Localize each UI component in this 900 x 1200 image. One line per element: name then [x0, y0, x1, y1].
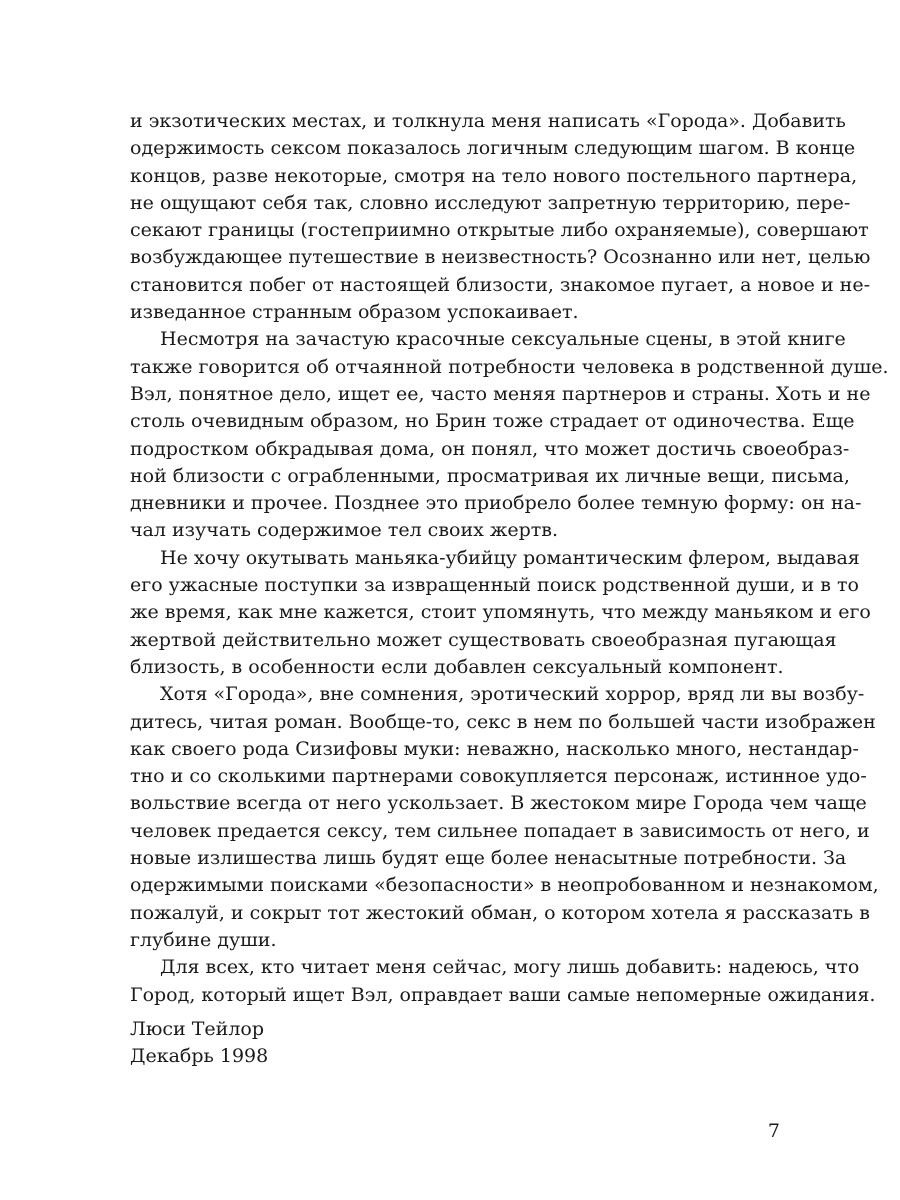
author-name: Люси Тейлор: [130, 1018, 264, 1040]
text-line: чал изучать содержимое тел своих жертв.: [130, 519, 559, 542]
text-line: новые излишества лишь будят еще более ненасытные потребности. За: [130, 847, 847, 870]
text-line: пожалуй, и сокрыт тот жестокий обман, о котором хотела я рассказать в: [130, 901, 870, 924]
text-line: одержимыми поисками «безопасности» в неопробованном и незнакомом,: [130, 874, 879, 897]
text-line: глубине души.: [130, 928, 277, 951]
text-line: возбуждающее путешествие в неизвестность? Осознанно или нет, целью: [130, 246, 871, 269]
signature: [130, 1016, 268, 1071]
text-line: концов, разве некоторые, смотря на тело нового постельного партнера,: [130, 164, 858, 187]
page-number: 7: [767, 1120, 780, 1142]
text-line: как своего рода Сизифовы муки: неважно, насколько много, нестандар-: [130, 737, 859, 760]
text-line: секают границы (гостеприимно открытые либо охраняемые), совершают: [130, 219, 869, 242]
text-line: подростком обкрадывая дома, он понял, что может достичь своеобраз-: [130, 437, 850, 460]
text-line: Не хочу окутывать маньяка-убийцу романтическим флером, выдавая: [160, 546, 860, 569]
text-line: близость, в особенности если добавлен сексуальный компонент.: [130, 655, 784, 678]
text-line: жертвой действительно может существовать своеобразная пугающая: [130, 628, 837, 651]
text-line: его ужасные поступки за извращенный поиск родственной души, и в то: [130, 574, 859, 597]
text-line: Вэл, понятное дело, ищет ее, часто меняя партнеров и страны. Хоть и не: [130, 382, 871, 405]
text-line: Для всех, кто читает меня сейчас, могу лишь добавить: надеюсь, что: [160, 956, 860, 979]
text-line: Хотя «Города», вне сомнения, эротический хоррор, вряд ли вы возбу-: [160, 683, 865, 706]
text-line: вольствие всегда от него ускользает. В жестоком мире Города чем чаще: [130, 792, 867, 815]
body-text: [130, 108, 889, 1009]
signature-date: Декабрь 1998: [130, 1045, 269, 1068]
text-line: также говорится об отчаянной потребности человека в родственной душе.: [130, 355, 889, 378]
text-line: ной близости с ограбленными, просматривая их личные вещи, письма,: [130, 464, 850, 487]
text-line: же время, как мне кажется, стоит упомянуть, что между маньяком и его: [130, 601, 871, 624]
text-line: тно и со сколькими партнерами совокупляется персонаж, истинное удо-: [130, 765, 867, 788]
text-line: и экзотических местах, и толкнула меня написать «Города». Добавить: [130, 110, 846, 132]
text-line: Город, который ищет Вэл, оправдает ваши самые непомерные ожидания.: [130, 983, 876, 1006]
text-line: столь очевидным образом, но Брин тоже страдает от одиночества. Еще: [130, 410, 855, 433]
text-line: дитесь, читая роман. Вообще-то, секс в нем по большей части изображен: [130, 710, 876, 733]
text-line: становится побег от настоящей близости, знакомое пугает, а новое и не-: [130, 273, 870, 296]
text-line: Несмотря на зачастую красочные сексуальные сцены, в этой книге: [160, 328, 846, 351]
text-line: человек предается сексу, тем сильнее попадает в зависимость от него, и: [130, 819, 870, 842]
text-line: одержимость сексом показалось логичным следующим шагом. В конце: [130, 137, 856, 160]
text-line: изведанное странным образом успокаивает.: [130, 301, 579, 324]
text-line: не ощущают себя так, словно исследуют запретную территорию, пере-: [130, 191, 851, 214]
text-line: дневники и прочее. Позднее это приобрело более темную форму: он на-: [130, 492, 862, 515]
